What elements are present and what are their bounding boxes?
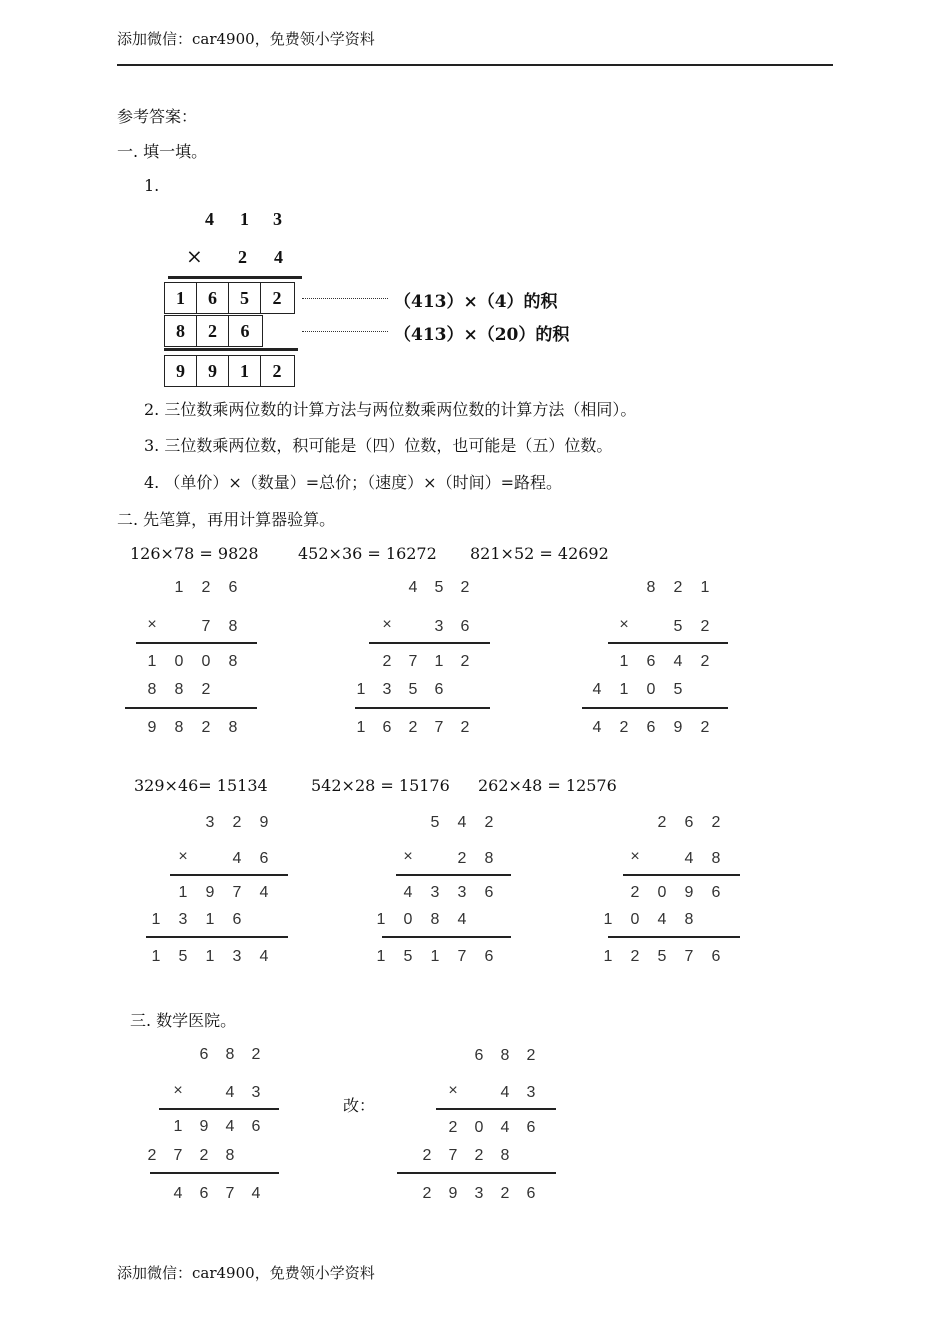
digit: 2 xyxy=(711,814,721,831)
digit: 5 xyxy=(673,618,683,635)
equation-3: 821×52 = 42692 xyxy=(470,544,609,563)
q2-text: 2. 三位数乘两位数的计算方法与两位数乘两位数的计算方法（相同）。 xyxy=(144,400,637,419)
digit: 2 xyxy=(630,948,640,965)
digit: 6 xyxy=(228,579,238,596)
digit: 6 xyxy=(711,948,721,965)
leader-dots xyxy=(302,298,388,299)
digit: 4 xyxy=(408,579,418,596)
partial-product-row-1 xyxy=(164,282,295,314)
calc-rule xyxy=(382,936,511,938)
multiply-sign: × xyxy=(147,616,157,633)
digit: 3 xyxy=(430,884,440,901)
digit: 4 xyxy=(251,1185,261,1202)
multiply-sign: × xyxy=(186,244,203,268)
digit: 2 xyxy=(251,1046,261,1063)
digit: 1 xyxy=(147,653,157,670)
digit: 1 xyxy=(430,948,440,965)
digit: 7 xyxy=(408,653,418,670)
digit: 7 xyxy=(684,948,694,965)
multiply-sign: × xyxy=(619,616,629,633)
digit: 2 xyxy=(700,719,710,736)
digit: 2 xyxy=(408,719,418,736)
equation-4: 329×46= 15134 xyxy=(134,776,268,795)
section1-heading: 一. 填一填。 xyxy=(117,142,208,161)
digit: 0 xyxy=(630,911,640,928)
digit: 4 xyxy=(500,1084,510,1101)
header-divider xyxy=(117,64,833,66)
digit: 4 xyxy=(274,247,283,267)
equation-6: 262×48 = 12576 xyxy=(478,776,617,795)
digit: 3 xyxy=(232,948,242,965)
digit: 7 xyxy=(201,618,211,635)
digit: 2 xyxy=(201,579,211,596)
digit: 4 xyxy=(259,884,269,901)
fix-label: 改： xyxy=(343,1096,376,1115)
digit: 5 xyxy=(434,579,444,596)
digit: 8 xyxy=(225,1147,235,1164)
digit: 3 xyxy=(273,209,282,229)
digit: 6 xyxy=(199,1185,209,1202)
q3-text: 3. 三位数乘两位数，积可能是（四）位数，也可能是（五）位数。 xyxy=(144,436,613,455)
digit: 1 xyxy=(174,579,184,596)
digit: 4 xyxy=(259,948,269,965)
digit: 7 xyxy=(232,884,242,901)
multiply-sign: × xyxy=(178,848,188,865)
digit: 6 xyxy=(484,948,494,965)
digit-cell: 1 xyxy=(229,356,261,386)
digit: 0 xyxy=(174,653,184,670)
digit: 6 xyxy=(711,884,721,901)
digit: 5 xyxy=(673,681,683,698)
digit: 3 xyxy=(474,1185,484,1202)
digit: 4 xyxy=(225,1084,235,1101)
digit: 0 xyxy=(657,884,667,901)
digit: 2 xyxy=(484,814,494,831)
digit: 3 xyxy=(382,681,392,698)
digit: 1 xyxy=(603,911,613,928)
digit: 6 xyxy=(474,1047,484,1064)
digit: 3 xyxy=(434,618,444,635)
digit: 2 xyxy=(460,579,470,596)
digit: 5 xyxy=(403,948,413,965)
calc-rule xyxy=(136,642,257,644)
digit: 6 xyxy=(199,1046,209,1063)
digit: 2 xyxy=(422,1185,432,1202)
digit: 1 xyxy=(205,948,215,965)
digit: 2 xyxy=(147,1147,157,1164)
digit: 9 xyxy=(259,814,269,831)
digit: 2 xyxy=(199,1147,209,1164)
digit: 5 xyxy=(430,814,440,831)
calc-rule xyxy=(170,874,288,876)
digit: 2 xyxy=(700,618,710,635)
digit: 2 xyxy=(657,814,667,831)
q1-label: 1. xyxy=(144,176,160,195)
calc-rule xyxy=(582,707,728,709)
digit-cell: 6 xyxy=(197,283,229,313)
digit: 2 xyxy=(619,719,629,736)
digit: 2 xyxy=(526,1047,536,1064)
digit: 1 xyxy=(376,911,386,928)
digit: 9 xyxy=(673,719,683,736)
digit: 2 xyxy=(457,850,467,867)
digit: 0 xyxy=(474,1119,484,1136)
digit: 1 xyxy=(603,948,613,965)
digit: 1 xyxy=(205,911,215,928)
digit: 2 xyxy=(460,719,470,736)
calc-rule xyxy=(355,707,490,709)
digit: 6 xyxy=(434,681,444,698)
digit: 7 xyxy=(434,719,444,736)
digit: 8 xyxy=(225,1046,235,1063)
digit: 3 xyxy=(526,1084,536,1101)
digit: 4 xyxy=(592,681,602,698)
digit: 8 xyxy=(684,911,694,928)
digit: 6 xyxy=(526,1185,536,1202)
digit: 6 xyxy=(526,1119,536,1136)
calc-rule xyxy=(159,1108,279,1110)
digit: 0 xyxy=(646,681,656,698)
digit: 6 xyxy=(232,911,242,928)
digit: 6 xyxy=(646,653,656,670)
digit: 1 xyxy=(434,653,444,670)
digit-cell: 8 xyxy=(165,316,197,346)
equation-2: 452×36 = 16272 xyxy=(298,544,437,563)
digit: 4 xyxy=(457,814,467,831)
digit: 4 xyxy=(592,719,602,736)
digit: 2 xyxy=(474,1147,484,1164)
digit: 8 xyxy=(228,653,238,670)
digit: 1 xyxy=(619,681,629,698)
calc-rule xyxy=(397,1172,556,1174)
digit: 5 xyxy=(408,681,418,698)
calc-rule xyxy=(150,1172,279,1174)
calc-rule xyxy=(608,642,728,644)
digit: 1 xyxy=(178,884,188,901)
digit: 6 xyxy=(484,884,494,901)
digit: 4 xyxy=(205,209,214,229)
digit: 4 xyxy=(684,850,694,867)
digit: 2 xyxy=(700,653,710,670)
calc-rule xyxy=(125,707,257,709)
calc-rule xyxy=(146,936,288,938)
calc-rule xyxy=(396,874,511,876)
result-row xyxy=(164,355,295,387)
digit: 1 xyxy=(173,1118,183,1135)
digit: 6 xyxy=(251,1118,261,1135)
digit: 9 xyxy=(199,1118,209,1135)
digit: 4 xyxy=(673,653,683,670)
answer-title: 参考答案： xyxy=(117,107,198,126)
digit: 6 xyxy=(684,814,694,831)
equation-5: 542×28 = 15176 xyxy=(311,776,450,795)
digit-cell: 9 xyxy=(197,356,229,386)
digit: 8 xyxy=(484,850,494,867)
digit-cell: 2 xyxy=(272,288,282,308)
calc-rule xyxy=(369,642,490,644)
digit-cell: 6 xyxy=(240,321,250,341)
digit: 7 xyxy=(173,1147,183,1164)
digit: 8 xyxy=(430,911,440,928)
calc-rule xyxy=(608,936,740,938)
digit: 1 xyxy=(356,681,366,698)
multiply-sign: × xyxy=(403,848,413,865)
multiply-sign: × xyxy=(630,848,640,865)
digit-cell: 5 xyxy=(229,283,261,313)
digit: 1 xyxy=(240,209,249,229)
page-header: 添加微信：car4900，免费领小学资料 xyxy=(117,30,375,48)
digit: 3 xyxy=(251,1084,261,1101)
multiply-sign: × xyxy=(382,616,392,633)
digit: 2 xyxy=(460,653,470,670)
digit: 2 xyxy=(630,884,640,901)
digit: 8 xyxy=(228,618,238,635)
digit: 8 xyxy=(228,719,238,736)
digit: 2 xyxy=(500,1185,510,1202)
page-footer: 添加微信：car4900，免费领小学资料 xyxy=(117,1264,375,1282)
digit: 0 xyxy=(403,911,413,928)
digit: 6 xyxy=(646,719,656,736)
digit: 9 xyxy=(684,884,694,901)
digit: 6 xyxy=(382,719,392,736)
note-row-1: （413）×（4）的积 xyxy=(394,292,558,312)
digit-cell: 9 xyxy=(165,356,197,386)
digit: 4 xyxy=(500,1119,510,1136)
digit: 2 xyxy=(673,579,683,596)
digit: 1 xyxy=(151,911,161,928)
section2-heading: 二. 先笔算，再用计算器验算。 xyxy=(117,510,336,529)
digit: 6 xyxy=(460,618,470,635)
digit: 1 xyxy=(700,579,710,596)
digit: 3 xyxy=(457,884,467,901)
digit: 1 xyxy=(356,719,366,736)
digit: 4 xyxy=(173,1185,183,1202)
partial-product-row-2 xyxy=(164,315,263,347)
digit: 7 xyxy=(448,1147,458,1164)
digit-cell: 2 xyxy=(197,316,229,346)
digit: 7 xyxy=(457,948,467,965)
digit: 2 xyxy=(232,814,242,831)
q4-text: 4. （单价）×（数量）=总价；（速度）×（时间）=路程。 xyxy=(144,473,562,492)
digit: 9 xyxy=(205,884,215,901)
digit: 1 xyxy=(619,653,629,670)
digit: 2 xyxy=(422,1147,432,1164)
digit: 9 xyxy=(448,1185,458,1202)
digit: 7 xyxy=(225,1185,235,1202)
digit: 0 xyxy=(201,653,211,670)
leader-dots xyxy=(302,331,388,332)
digit: 4 xyxy=(225,1118,235,1135)
digit: 2 xyxy=(382,653,392,670)
digit: 3 xyxy=(205,814,215,831)
digit: 5 xyxy=(178,948,188,965)
digit: 4 xyxy=(657,911,667,928)
digit: 2 xyxy=(201,719,211,736)
digit: 9 xyxy=(147,719,157,736)
digit: 2 xyxy=(201,681,211,698)
digit: 6 xyxy=(259,850,269,867)
multiply-sign: × xyxy=(173,1082,183,1099)
calc-rule xyxy=(623,874,740,876)
section3-heading: 三. 数学医院。 xyxy=(130,1011,237,1030)
equation-1: 126×78 = 9828 xyxy=(130,544,259,563)
digit: 2 xyxy=(448,1119,458,1136)
digit: 2 xyxy=(238,247,247,267)
digit: 5 xyxy=(657,948,667,965)
digit: 8 xyxy=(174,719,184,736)
digit: 8 xyxy=(500,1047,510,1064)
digit-cell: 1 xyxy=(165,283,197,313)
digit: 8 xyxy=(147,681,157,698)
digit: 3 xyxy=(178,911,188,928)
digit-cell: 2 xyxy=(272,361,282,381)
underline xyxy=(164,348,298,351)
digit: 8 xyxy=(646,579,656,596)
digit: 8 xyxy=(711,850,721,867)
underline xyxy=(168,276,302,279)
digit: 8 xyxy=(500,1147,510,1164)
digit: 8 xyxy=(174,681,184,698)
note-row-2: （413）×（20）的积 xyxy=(394,325,570,345)
calc-rule xyxy=(436,1108,556,1110)
digit: 4 xyxy=(403,884,413,901)
digit: 1 xyxy=(151,948,161,965)
digit: 4 xyxy=(232,850,242,867)
digit: 1 xyxy=(376,948,386,965)
multiply-sign: × xyxy=(448,1082,458,1099)
digit: 4 xyxy=(457,911,467,928)
